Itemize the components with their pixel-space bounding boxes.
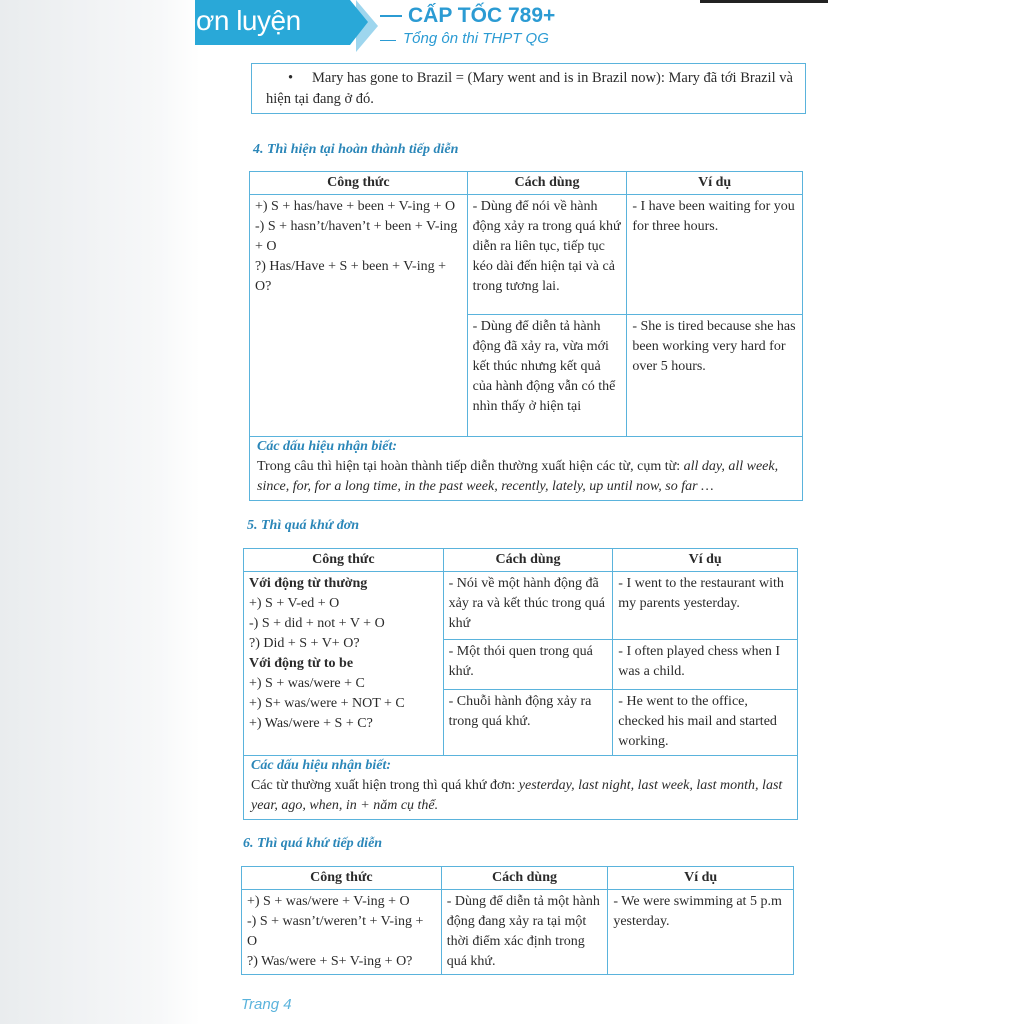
signs-text: Trong câu thì hiện tại hoàn thành tiếp diễn thường xuất hiện các từ, cụm từ: <box>257 459 684 474</box>
tense-table-past-continuous <box>241 866 794 975</box>
formula-line: ?) Has/Have + S + been + V-ing + O? <box>255 259 446 294</box>
formula-line: -) S + hasn’t/haven’t + been + V-ing + O <box>255 219 458 254</box>
section-title: 4. Thì hiện tại hoàn thành tiếp diễn <box>253 142 459 157</box>
formula-line: +) S + V-ed + O <box>249 596 340 611</box>
col-header-usage: Cách dùng <box>441 867 608 890</box>
formula-line: -) S + did + not + V + O <box>249 616 385 631</box>
top-edge-bar <box>700 0 828 3</box>
formula-line: +) Was/were + S + C? <box>249 716 373 731</box>
formula-line: +) S + has/have + been + V-ing + O <box>255 199 456 214</box>
usage-cell: - Một thói quen trong quá khứ. <box>443 640 613 690</box>
subtitle-dash <box>380 40 396 41</box>
formula-line: ?) Did + S + V+ O? <box>249 636 360 651</box>
usage-cell: - Nói về một hành động đã xảy ra và kết thúc trong quá khứ <box>443 572 613 640</box>
header-title: CẤP TỐC 789+ <box>408 4 556 27</box>
example-cell: - I have been waiting for you for three hours. <box>627 195 803 315</box>
tense-table-present-perfect-continuous <box>249 171 803 501</box>
col-header-formula: Công thức <box>244 549 444 572</box>
header-subtitle: Tổng ôn thi THPT QG <box>403 30 549 47</box>
formula-cell <box>250 195 468 437</box>
formula-line: +) S + was/were + V-ing + O <box>247 894 410 909</box>
signs-words: all day, all week, since, for, for a long time, in the past week, recently, lately, up until now, so far … <box>257 459 779 494</box>
signs-title: Các dấu hiệu nhận biết: <box>251 758 392 773</box>
signs-cell <box>244 756 798 820</box>
formula-line: ?) Was/were + S+ V-ing + O? <box>247 954 413 969</box>
col-header-example: Ví dụ <box>608 867 794 890</box>
usage-cell: - Dùng để diễn tả hành động đã xảy ra, vừa mới kết thúc nhưng kết quả của hành động vẫn có thể nhìn thấy ở hiện tại <box>467 315 627 437</box>
example-cell: - I often played chess when I was a child. <box>613 640 798 690</box>
bullet-icon: • <box>288 70 294 86</box>
col-header-usage: Cách dùng <box>443 549 613 572</box>
usage-cell: - Chuỗi hành động xảy ra trong quá khứ. <box>443 690 613 756</box>
example-cell: - I went to the restaurant with my parents yesterday. <box>613 572 798 640</box>
signs-cell <box>250 437 803 501</box>
page-margin-shade <box>0 0 200 1024</box>
formula-group-label: Với động từ thường <box>249 576 368 591</box>
section-title: 6. Thì quá khứ tiếp diễn <box>243 836 383 851</box>
intro-note-box <box>251 63 806 114</box>
formula-group-label: Với động từ to be <box>249 656 354 671</box>
tense-table-simple-past <box>243 548 798 820</box>
formula-line: +) S+ was/were + NOT + C <box>249 696 405 711</box>
col-header-example: Ví dụ <box>613 549 798 572</box>
col-header-formula: Công thức <box>250 172 468 195</box>
col-header-example: Ví dụ <box>627 172 803 195</box>
section-title: 5. Thì quá khứ đơn <box>247 518 359 533</box>
example-cell: - We were swimming at 5 p.m yesterday. <box>608 890 794 975</box>
formula-cell <box>244 572 444 756</box>
signs-text: Các từ thường xuất hiện trong thì quá khứ đơn: <box>251 778 519 793</box>
example-cell: - She is tired because she has been working very hard for over 5 hours. <box>627 315 803 437</box>
signs-words: yesterday, last night, last week, last month, last year, ago, when, in + năm cụ thể. <box>251 778 783 813</box>
intro-note-text: Mary has gone to Brazil = (Mary went and is in Brazil now): Mary đã tới Brazil và hiện tại đang ở đó. <box>266 70 793 107</box>
example-cell: - He went to the office, checked his mail and started working. <box>613 690 798 756</box>
usage-cell: - Dùng để diễn tả một hành động đang xảy ra tại một thời điểm xác định trong quá khứ. <box>441 890 608 975</box>
col-header-usage: Cách dùng <box>467 172 627 195</box>
page-number: Trang 4 <box>241 996 292 1013</box>
formula-cell <box>242 890 442 975</box>
col-header-formula: Công thức <box>242 867 442 890</box>
signs-title: Các dấu hiệu nhận biết: <box>257 439 398 454</box>
title-dash <box>380 15 402 17</box>
formula-line: +) S + was/were + C <box>249 676 365 691</box>
usage-cell: - Dùng để nói về hành động xảy ra trong quá khứ diễn ra liên tục, tiếp tục kéo dài đến hiện tại và cả trong tương lai. <box>467 195 627 315</box>
banner-arrow <box>350 0 368 45</box>
banner-text: ơn luyện <box>196 5 301 36</box>
formula-line: -) S + wasn’t/weren’t + V-ing + O <box>247 914 424 949</box>
